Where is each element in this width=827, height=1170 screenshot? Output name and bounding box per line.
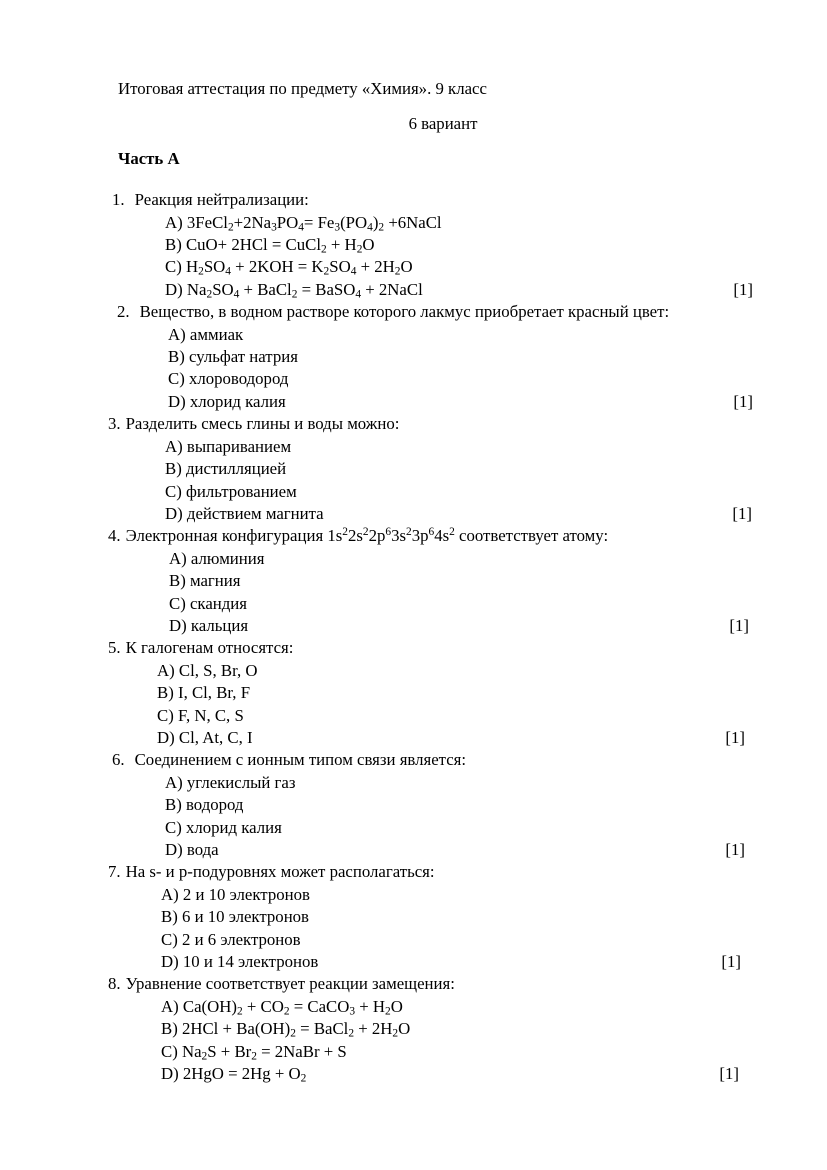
answer-option: A) аммиак <box>168 324 244 344</box>
score-badge: [1] <box>733 279 753 299</box>
answer-option-row <box>96 772 758 794</box>
answer-option-row <box>96 906 758 928</box>
section-heading: Часть А <box>118 148 180 168</box>
answer-option: D) кальция <box>169 615 249 635</box>
score-badge: [1] <box>719 1064 739 1084</box>
question-block <box>96 189 758 301</box>
document-title: Итоговая аттестация по предмету «Химия». 9 класс <box>118 79 487 98</box>
answer-option: B) сульфат натрия <box>168 347 298 367</box>
question-head <box>96 861 758 883</box>
answer-option-row <box>96 234 758 256</box>
answer-option-row <box>96 324 758 346</box>
answer-option-row <box>96 391 758 413</box>
question-list <box>96 189 758 1085</box>
question-number: 5. <box>108 638 121 658</box>
question-text: Уравнение соответствует реакции замещения: <box>125 974 455 994</box>
answer-option-row <box>96 279 758 301</box>
question-text: Реакция нейтрализации: <box>134 190 309 210</box>
score-badge: [1] <box>729 615 749 635</box>
question-number: 6. <box>112 750 125 770</box>
answer-option-row <box>96 705 758 727</box>
question-head <box>96 525 758 547</box>
answer-option-row <box>96 727 758 749</box>
question-block <box>96 525 758 637</box>
question-number: 3. <box>108 414 121 434</box>
answer-option: B) дистилляцией <box>165 459 287 479</box>
answer-option: D) вода <box>165 840 219 859</box>
score-badge: [1] <box>725 840 745 859</box>
answer-option: D) действием магнита <box>165 503 324 523</box>
question-block <box>96 861 758 973</box>
question-number: 4. <box>108 526 121 546</box>
answer-option-row <box>96 929 758 951</box>
answer-option: B) CuO+ 2HCl = CuCl$_2$ + $H_2O$ <box>165 235 375 256</box>
question-text: Разделить смесь глины и воды можно: <box>125 414 400 434</box>
question-text: Вещество, в водном растворе которого лакмус приобретает красный цвет: <box>139 302 670 322</box>
answer-option-row <box>96 593 758 615</box>
question-text: Электронная конфигурация $1s^22s^22p^63s^23p^64s^2$ соответствует атому: <box>125 526 609 546</box>
answer-option-row <box>96 1041 758 1063</box>
answer-option-row <box>96 503 758 525</box>
answer-option: B) магния <box>169 571 241 591</box>
answer-option-row <box>96 996 758 1018</box>
answer-option: C) хлорид калия <box>165 817 282 837</box>
answer-option-row <box>96 1063 758 1085</box>
question-text: К галогенам относятся: <box>125 638 294 658</box>
question-text: На s- и p-подуровнях может располагаться: <box>125 862 435 882</box>
question-block <box>96 973 758 1085</box>
answer-option-row <box>96 951 758 973</box>
answer-option-row <box>96 346 758 368</box>
answer-option-row <box>96 481 758 503</box>
question-number: 2. <box>117 302 130 322</box>
question-block <box>96 749 758 861</box>
answer-option: A) алюминия <box>169 548 265 568</box>
answer-option: D) $Na_2SO_4$ + BaCl$_2$ = BaSO$_4$ + 2NaCl <box>165 279 423 301</box>
answer-option: C) F, N, C, S <box>157 705 244 725</box>
answer-option: A) Cl, S, Br, O <box>157 660 258 680</box>
answer-option: A) $Ca(OH)_2 + CO_2$ = CaCO$_3$ + $H_2O$ <box>161 996 403 1018</box>
question-head <box>96 301 758 323</box>
answer-option-row <box>96 436 758 458</box>
answer-option: C) $H_2SO_4 + 2KOH = K_2SO_4 + 2H_2O$ <box>165 257 413 278</box>
answer-option-row <box>96 817 758 839</box>
answer-option: B) 6 и 10 электронов <box>161 907 309 927</box>
answer-option-row <box>96 839 758 861</box>
question-head <box>96 637 758 659</box>
answer-option-row <box>96 660 758 682</box>
question-block <box>96 637 758 749</box>
question-head <box>96 973 758 995</box>
answer-option: A) 2 и 10 электронов <box>161 884 310 904</box>
question-head <box>96 413 758 435</box>
question-head <box>96 749 758 771</box>
answer-option: D) $2HgO = 2Hg + O_2$ <box>161 1064 307 1085</box>
answer-option-row <box>96 615 758 637</box>
answer-option-row <box>96 458 758 480</box>
answer-option: D) хлорид калия <box>168 391 286 411</box>
answer-option: C) 2 и 6 электронов <box>161 929 301 949</box>
answer-option-row <box>96 256 758 278</box>
question-head <box>96 189 758 211</box>
answer-option: B) водород <box>165 795 244 815</box>
question-block <box>96 301 758 413</box>
answer-option: A) выпариванием <box>165 436 292 456</box>
answer-option-row <box>96 794 758 816</box>
answer-option: D) Cl, At, C, I <box>157 727 253 747</box>
question-number: 7. <box>108 862 121 882</box>
question-block <box>96 413 758 525</box>
answer-option-row <box>96 368 758 390</box>
score-badge: [1] <box>721 952 741 972</box>
answer-option-row <box>96 682 758 704</box>
question-number: 1. <box>112 190 125 210</box>
answer-option: D) 10 и 14 электронов <box>161 952 319 972</box>
answer-option-row <box>96 548 758 570</box>
answer-option: B) I, Cl, Br, F <box>157 683 251 703</box>
answer-option-row <box>96 570 758 592</box>
question-text: Соединением с ионным типом связи является: <box>134 750 467 770</box>
score-badge: [1] <box>732 503 752 523</box>
score-badge: [1] <box>725 727 745 747</box>
answer-option: C) $Na_2S + Br_2$ = 2NaBr + S <box>161 1041 347 1063</box>
answer-option: A) $3FeCl_2+2Na_3PO_4= Fe_3(PO_4)_2$ +6NaCl <box>165 212 442 234</box>
answer-option: C) фильтрованием <box>165 481 297 501</box>
document-content <box>96 78 758 1085</box>
answer-option: C) хлороводород <box>168 369 289 389</box>
answer-option: B) $2HCl + Ba(OH)_2$ = BaCl$_2$ + $2H_2O$ <box>161 1019 411 1040</box>
answer-option-row <box>96 884 758 906</box>
variant-label: 6 вариант <box>408 114 478 134</box>
answer-option-row <box>96 1018 758 1040</box>
question-number: 8. <box>108 974 121 994</box>
score-badge: [1] <box>733 391 753 411</box>
answer-option: C) скандия <box>169 593 247 613</box>
answer-option: A) углекислый газ <box>165 772 296 792</box>
answer-option-row <box>96 212 758 234</box>
